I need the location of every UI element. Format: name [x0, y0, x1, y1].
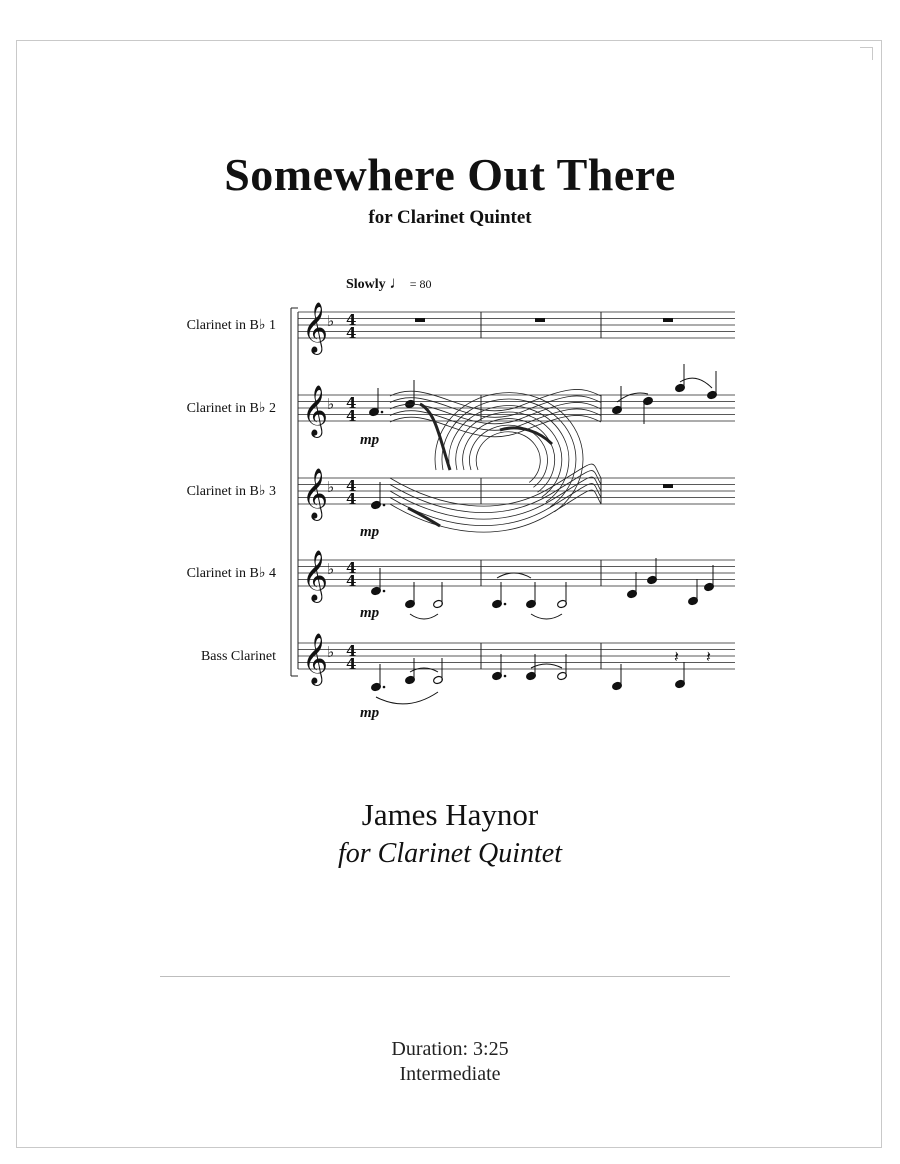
tempo-label: Slowly [346, 277, 386, 292]
swirl-curve [476, 432, 540, 483]
flat-sign-icon: ♭ [327, 560, 335, 578]
dynamic-mp-5: mp [360, 705, 380, 721]
time-signature-bottom: 4 [346, 655, 357, 673]
time-signature-top: 4 [346, 642, 357, 660]
staff-lines [298, 312, 735, 669]
augmentation-dot [383, 504, 386, 507]
dynamic-mp-3: mp [360, 524, 380, 540]
duration-text: Duration: 3:25 [391, 1038, 509, 1060]
dynamic-mp-4: mp [360, 605, 380, 621]
page-subtitle: for Clarinet Quintet [368, 207, 532, 228]
slur [410, 614, 438, 619]
quarter-note-icon: ♩ [389, 273, 407, 292]
augmentation-dot [381, 411, 384, 414]
instrument-label-5: Bass Clarinet [200, 649, 276, 664]
tempo-value: = 80 [409, 277, 432, 291]
flat-sign-icon: ♭ [327, 643, 335, 661]
treble-clef-icon: 𝄞 [302, 385, 329, 436]
treble-clef-icon: 𝄞 [302, 550, 329, 601]
warped-staff-line [390, 484, 601, 526]
flat-sign-icon: ♭ [327, 312, 335, 330]
time-signature-bottom: 4 [346, 407, 357, 425]
treble-clef-icon: 𝄞 [302, 302, 329, 353]
time-signature-top: 4 [346, 394, 357, 412]
divider-line [160, 976, 730, 977]
difficulty-level: Intermediate [399, 1063, 501, 1085]
flat-sign-icon: ♭ [327, 478, 335, 496]
composer-subtitle: for Clarinet Quintet [338, 838, 562, 869]
time-signature-top: 4 [346, 477, 357, 495]
dynamic-mp-2: mp [360, 432, 380, 448]
augmentation-dot [504, 603, 507, 606]
whole-rest-icon [535, 318, 545, 322]
slur [531, 614, 562, 619]
slur [497, 573, 531, 578]
augmentation-dot [383, 686, 386, 689]
time-signature-bottom: 4 [346, 490, 357, 508]
time-signature-bottom: 4 [346, 324, 357, 342]
instrument-label-2: Clarinet in B♭ 2 [186, 401, 276, 416]
treble-clef-icon: 𝄞 [302, 633, 329, 684]
time-signature-top: 4 [346, 559, 357, 577]
page-title: Somewhere Out There [224, 149, 676, 200]
flat-sign-icon: ♭ [327, 395, 335, 413]
time-signature-bottom: 4 [346, 572, 357, 590]
slur [531, 664, 562, 668]
rests [415, 318, 711, 666]
augmentation-dot [383, 590, 386, 593]
time-signature-top: 4 [346, 311, 357, 329]
warped-staff-line [390, 471, 601, 513]
slur [376, 692, 438, 704]
instrument-label-3: Clarinet in B♭ 3 [186, 484, 276, 499]
instrument-label-4: Clarinet in B♭ 4 [186, 566, 276, 581]
whole-rest-icon [663, 484, 673, 488]
quarter-rest-icon: 𝄽 [706, 647, 711, 666]
composer-name: James Haynor [361, 797, 539, 832]
treble-clef-icon: 𝄞 [302, 468, 329, 519]
warped-note [408, 508, 440, 526]
quarter-rest-icon: 𝄽 [674, 647, 679, 666]
whole-rest-icon [415, 318, 425, 322]
instrument-label-1: Clarinet in B♭ 1 [186, 318, 276, 333]
clefs [302, 302, 356, 686]
swirl-distortion [390, 389, 601, 532]
warped-staff-line [390, 490, 601, 532]
whole-rest-icon [663, 318, 673, 322]
augmentation-dot [504, 675, 507, 678]
